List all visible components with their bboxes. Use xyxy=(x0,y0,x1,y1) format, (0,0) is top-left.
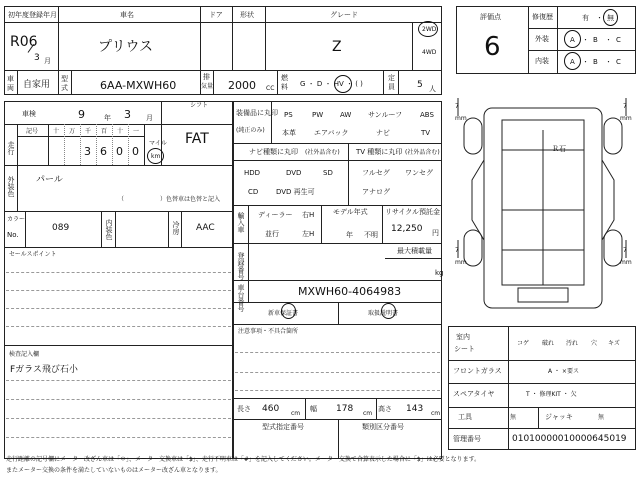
interior-sheet-label2: シート xyxy=(454,345,475,353)
mileage-note-label: 記号 xyxy=(26,128,39,135)
new-car-warranty: 新車保証書 xyxy=(268,310,299,317)
reg-year-value: R06 xyxy=(10,34,38,50)
shape-label: 形状 xyxy=(240,11,254,19)
width-label: 幅 xyxy=(310,405,317,413)
recycle-value: 12,250 xyxy=(391,224,423,234)
int-grade-dot1: ・ xyxy=(582,58,589,66)
use-label2: 両 xyxy=(7,84,14,92)
ext-grade-dot1: ・ xyxy=(582,36,589,44)
exterior-color-value: パール xyxy=(36,175,63,185)
repair-opt-yes: 有 xyxy=(582,14,589,22)
displacement-value: 2000 xyxy=(228,79,256,92)
capacity-label2: 員 xyxy=(388,83,395,91)
mileage-digit-header: 千 xyxy=(85,128,92,135)
exterior-a-circle xyxy=(564,30,581,48)
inspector-note: Fガラス飛び石小 xyxy=(10,365,78,375)
equip-sunroof: サンルーフ xyxy=(368,111,403,119)
inspection-year-unit: 年 xyxy=(104,114,111,122)
repair-opt-no: 無 xyxy=(607,14,614,22)
grade-label: グレード xyxy=(330,11,358,19)
chassis-label: 車台番号 xyxy=(237,284,245,312)
equip-ps: PS xyxy=(284,111,293,119)
spare-tire-options: T ・ 修理KIT ・ 欠 xyxy=(526,391,577,398)
sheet-opt-tear: 破れ xyxy=(542,340,555,347)
height-value: 143 xyxy=(406,404,424,414)
color-code-label2: No. xyxy=(7,231,19,239)
interior-label: 内装 xyxy=(535,57,549,65)
import-dealer: ディーラー xyxy=(258,211,293,219)
length-unit: cm xyxy=(291,410,301,417)
color-code-value: 089 xyxy=(52,223,70,233)
warranty-circle xyxy=(281,303,296,319)
mileage-digit: 0 xyxy=(116,145,123,158)
reg-year-label: 初年度登録年月 xyxy=(8,11,57,19)
model-year-value1: 年 xyxy=(346,231,353,239)
use-label: 車 xyxy=(7,75,14,83)
mileage-digit-header: 万 xyxy=(69,128,76,135)
car-name-label: 車名 xyxy=(120,11,134,19)
import-parallel: 並行 xyxy=(265,230,279,238)
width-value: 178 xyxy=(336,404,354,414)
mileage-km-circle xyxy=(147,148,164,164)
header-box xyxy=(4,6,442,95)
diag-mm-bl: mm xyxy=(455,259,467,266)
model-value: 6AA-MXWH60 xyxy=(100,79,177,92)
repair-label: 修復歴 xyxy=(532,13,553,21)
mileage-digit: 0 xyxy=(132,145,139,158)
footer-line2: またメーター交換の条件を満たしていないものはメーター改ざん車となります。 xyxy=(6,467,222,474)
diag-mm-tr: mm xyxy=(620,115,632,122)
equip-abs: ABS xyxy=(420,111,434,119)
jack-label: ジャッキ xyxy=(545,413,573,421)
shift-value: FAT xyxy=(185,131,209,147)
management-label: 管理番号 xyxy=(453,435,481,443)
aircon-label: 冷房 xyxy=(172,221,180,235)
tv-fullseg: フルセグ xyxy=(362,169,390,177)
sellpoint-label: セールスポイント xyxy=(9,251,57,258)
ext-grade-a: A xyxy=(570,36,575,44)
sheet-opt-stain: 汚れ xyxy=(566,340,579,347)
int-grade-dot2: ・ xyxy=(605,58,612,66)
ext-grade-c: C xyxy=(616,36,621,44)
navi-cd: CD xyxy=(248,188,259,196)
manual-label: 取扱説明書 xyxy=(368,310,399,317)
height-unit: cm xyxy=(431,410,441,417)
displacement-unit: CC xyxy=(266,85,275,92)
drive-2wd-circle xyxy=(418,21,438,37)
reg-no-label: 登録番号 xyxy=(237,252,245,280)
sheet-opt-burn: コゲ xyxy=(517,340,530,347)
equipment-label-sub: (純正のみ) xyxy=(236,127,265,134)
length-label: 長さ xyxy=(237,405,251,413)
model-label: 型 xyxy=(61,75,68,83)
mileage-digit: 3 xyxy=(84,145,91,158)
ext-grade-b: B xyxy=(593,36,598,44)
inspection-month: 3 xyxy=(124,108,131,121)
inspection-label: 車検 xyxy=(22,110,36,118)
drive-2wd: 2WD xyxy=(422,26,437,33)
reg-month-unit: 月 xyxy=(44,57,51,65)
inspection-year: 9 xyxy=(78,108,85,121)
chassis-value: MXWH60-4064983 xyxy=(298,285,402,298)
int-grade-c: C xyxy=(616,58,621,66)
type-label: 型式指定番号 xyxy=(262,423,304,431)
import-label: 輸入車 xyxy=(237,212,245,233)
ext-grade-dot2: ・ xyxy=(605,36,612,44)
equip-leather: 本革 xyxy=(282,129,296,137)
import-left: 左H xyxy=(302,230,315,238)
jack-value: 無 xyxy=(598,414,605,421)
width-unit: cm xyxy=(363,410,373,417)
mileage-label: 走行 xyxy=(7,141,15,155)
class-label: 類別区分番号 xyxy=(362,423,404,431)
equip-airbag: エアバック xyxy=(314,129,349,137)
score-value: 6 xyxy=(484,32,501,62)
length-value: 460 xyxy=(262,404,280,414)
inspector-label: 検査記入欄 xyxy=(9,351,40,358)
repair-no-circle xyxy=(603,9,618,26)
model-label2: 式 xyxy=(61,84,68,92)
sheet-opt-hole: 穴 xyxy=(591,340,598,347)
navi-dvd: DVD xyxy=(286,169,302,177)
use-value: 自家用 xyxy=(23,80,51,90)
equip-aw: AW xyxy=(340,111,352,119)
capacity-label: 定 xyxy=(388,74,395,82)
tv-analog: アナログ xyxy=(362,188,390,196)
tv-header-sub: (社外品含む) xyxy=(405,149,440,156)
repair-opt-dot: ・ xyxy=(596,14,603,22)
recycle-label: リサイクル預託金 xyxy=(385,208,441,216)
drive-4wd: 4WD xyxy=(422,49,437,56)
footer-line1: 走行距離の記号欄にメーター改ざん車は「＊」、メーター交換車は「$」、走行不明車は「#」を記入してください。メーター交換で合算表示した場合に「$」は必要となります。 xyxy=(6,456,481,463)
mileage-digit-header: 一 xyxy=(133,128,140,135)
tools-value: 無 xyxy=(510,414,517,421)
max-load-label: 最大積載量 xyxy=(397,247,432,255)
equipment-label: 装備品に丸印 xyxy=(236,109,278,117)
tv-header: TV 種類に丸印 xyxy=(356,148,403,156)
inspection-month-unit: 月 xyxy=(146,114,153,122)
mileage-digit-header: 百 xyxy=(101,128,108,135)
navi-header-sub: (社外品含む) xyxy=(305,149,340,156)
diag-seven-tr: 7 xyxy=(623,103,627,110)
fuel-options: G ・ D ・ HV ・ ( ) xyxy=(300,80,363,88)
navi-hdd: HDD xyxy=(244,169,261,177)
model-year-label: モデル年式 xyxy=(333,208,368,216)
diag-seven-br: 7 xyxy=(623,247,627,254)
tools-label: 工具 xyxy=(458,413,472,421)
diag-seven-bl: 7 xyxy=(455,247,459,254)
displacement-label: 排 xyxy=(203,73,210,81)
exterior-label: 外装 xyxy=(535,35,549,43)
tv-oneseg: ワンセグ xyxy=(405,169,433,177)
equip-navi: ナビ xyxy=(376,129,390,137)
diag-mm-tl: mm xyxy=(455,115,467,122)
int-grade-b: B xyxy=(593,58,598,66)
mileage-digit: 6 xyxy=(100,145,107,158)
mileage-unit-mile: マイル xyxy=(149,140,167,147)
fuel-label2: 料 xyxy=(281,83,288,91)
mileage-digit-header: 十 xyxy=(117,128,124,135)
notes-label: 注意事項・不具合箇所 xyxy=(238,328,299,335)
interior-color-label: 内装色 xyxy=(105,219,113,240)
interior-sheet-label: 室内 xyxy=(456,333,470,341)
spare-tire-label: スペアタイヤ xyxy=(453,390,495,398)
color-code-label: カラー xyxy=(7,216,26,223)
score-label: 評価点 xyxy=(480,13,501,21)
navi-dvd-play: DVD 再生可 xyxy=(276,188,315,196)
exterior-color-label: 外装色 xyxy=(7,176,15,197)
interior-a-circle xyxy=(564,52,581,70)
model-year-value2: 不明 xyxy=(364,231,378,239)
management-value: 01010000010000645019 xyxy=(512,434,627,444)
navi-header: ナビ種類に丸印 xyxy=(249,148,298,156)
recycle-unit: 円 xyxy=(432,229,439,237)
diagram-mark: Ｒ石 xyxy=(552,145,566,153)
door-label: ドア xyxy=(209,11,223,19)
exterior-color-note: （ ）色替車は色替と記入 xyxy=(118,196,221,203)
max-load-unit: kg xyxy=(435,269,444,277)
sheet-opt-scratch: キズ xyxy=(608,340,620,347)
car-diagram xyxy=(448,90,636,326)
grade-value: Z xyxy=(332,39,342,55)
reg-month-value: 3 xyxy=(34,53,40,63)
diag-seven-tl: 7 xyxy=(455,103,459,110)
height-label: 高さ xyxy=(378,405,392,413)
fuel-label: 燃 xyxy=(281,74,288,82)
capacity-value: 5 xyxy=(417,80,423,90)
diag-mm-br: mm xyxy=(620,259,632,266)
capacity-unit: 人 xyxy=(429,85,436,93)
equip-tv: TV xyxy=(421,129,431,137)
mileage-digit-header: 十 xyxy=(53,128,60,135)
fuel-hv-circle xyxy=(334,75,352,93)
navi-sd: SD xyxy=(323,169,333,177)
aircon-value: AAC xyxy=(196,223,215,233)
car-name-value: プリウス xyxy=(98,39,154,55)
front-glass-options: A ・ ×要ス xyxy=(548,368,579,375)
shift-label: シフト xyxy=(190,102,209,109)
front-glass-label: フロントガラス xyxy=(453,367,502,375)
displacement-label2: 気量 xyxy=(201,83,214,90)
import-right: 右H xyxy=(302,211,315,219)
manual-circle xyxy=(381,303,396,319)
mileage-unit-km: km xyxy=(151,153,161,160)
equip-pw: PW xyxy=(312,111,324,119)
int-grade-a: A xyxy=(570,58,575,66)
